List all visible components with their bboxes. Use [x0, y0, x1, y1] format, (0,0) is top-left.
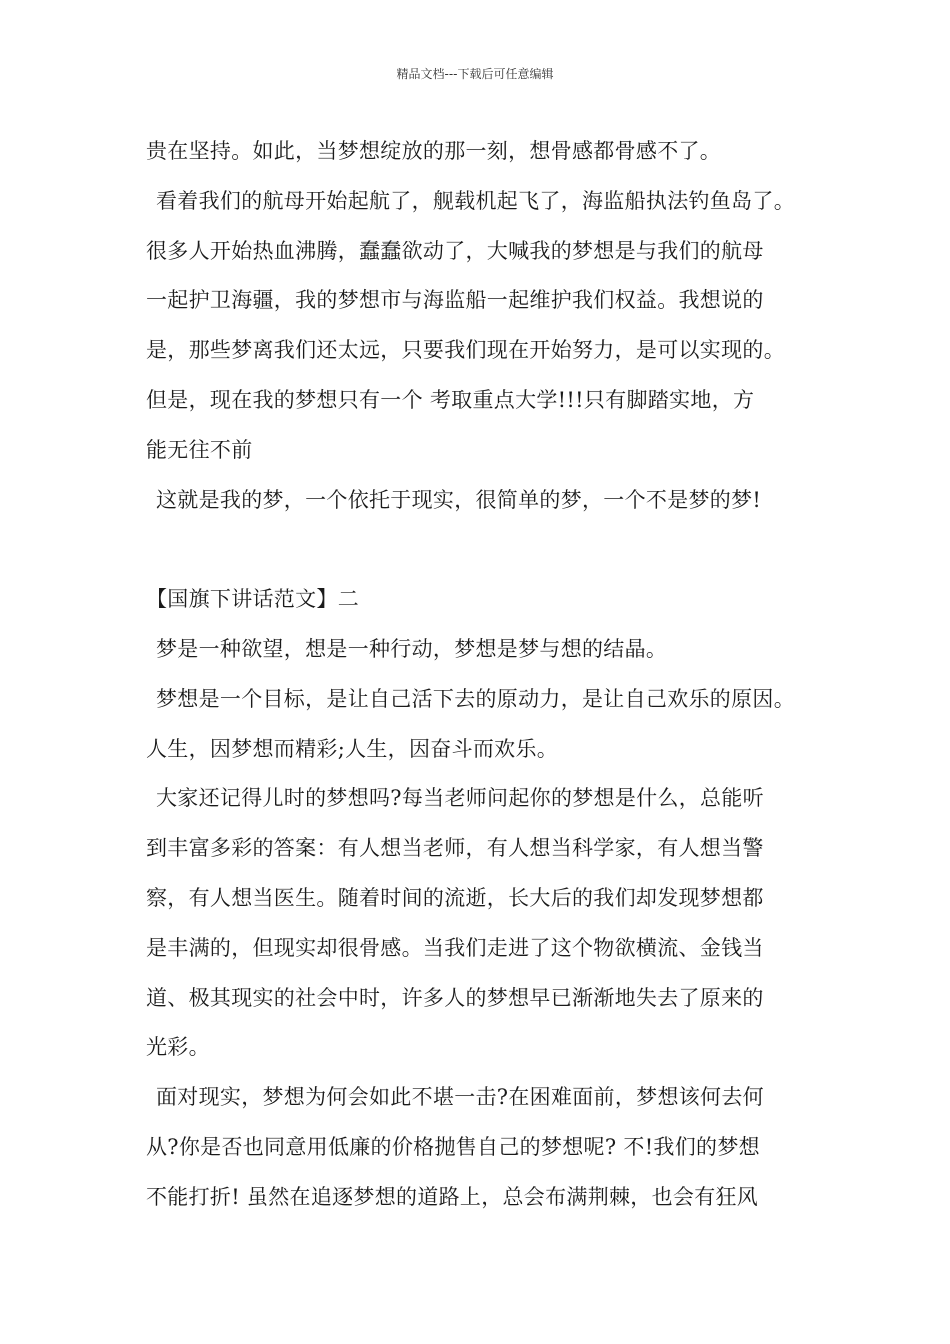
text-line: 不能打折! 虽然在追逐梦想的道路上，总会布满荆棘，也会有狂风 — [146, 1184, 759, 1209]
text-line: 面对现实，梦想为何会如此不堪一击?在困难面前，梦想该何去何 — [156, 1085, 764, 1110]
text-line: 是，那些梦离我们还太远，只要我们现在开始努力，是可以实现的。 — [146, 338, 785, 363]
text-line: 是丰满的，但现实却很骨感。当我们走进了这个物欲横流、金钱当 — [146, 935, 764, 960]
page-header: 精品文档---下载后可任意编辑 — [396, 67, 554, 81]
text-line: 看着我们的航母开始起航了，舰载机起飞了，海监船执法钓鱼岛了。 — [156, 188, 795, 213]
blank-line — [146, 529, 836, 579]
text-line: 到丰富多彩的答案：有人想当老师，有人想当科学家，有人想当警 — [146, 836, 764, 861]
text-line: 人生，因梦想而精彩;人生，因奋斗而欢乐。 — [146, 736, 559, 761]
text-line: 但是，现在我的梦想只有一个 考取重点大学!!!只有脚踏实地，方 — [146, 387, 755, 412]
text-line: 梦是一种欲望，想是一种行动，梦想是梦与想的结晶。 — [156, 636, 668, 661]
text-line: 光彩。 — [146, 1035, 210, 1060]
text-line: 能无往不前 — [146, 437, 253, 462]
text-line: 大家还记得儿时的梦想吗?每当老师问起你的梦想是什么，总能听 — [156, 786, 764, 811]
text-line: 从?你是否也同意用低廉的价格抛售自己的梦想呢? 不!我们的梦想 — [146, 1134, 760, 1159]
text-line: 贵在坚持。如此，当梦想绽放的那一刻，想骨感都骨感不了。 — [146, 139, 722, 163]
text-line: 一起护卫海疆，我的梦想市与海监船一起维护我们权益。我想说的 — [146, 288, 764, 313]
text-line: 察，有人想当医生。随着时间的流逝，长大后的我们却发现梦想都 — [146, 885, 764, 910]
text-line: 道、极其现实的社会中时，许多人的梦想早已渐渐地失去了原来的 — [146, 985, 764, 1010]
text-line: 【国旗下讲话范文】二 — [146, 587, 359, 612]
document-body — [146, 131, 836, 1227]
text-line: 很多人开始热血沸腾，蠢蠢欲动了，大喊我的梦想是与我们的航母 — [146, 238, 764, 263]
text-line: 梦想是一个目标，是让自己活下去的原动力，是让自己欢乐的原因。 — [156, 686, 795, 711]
text-line: 这就是我的梦，一个依托于现实，很简单的梦，一个不是梦的梦! — [156, 487, 762, 512]
